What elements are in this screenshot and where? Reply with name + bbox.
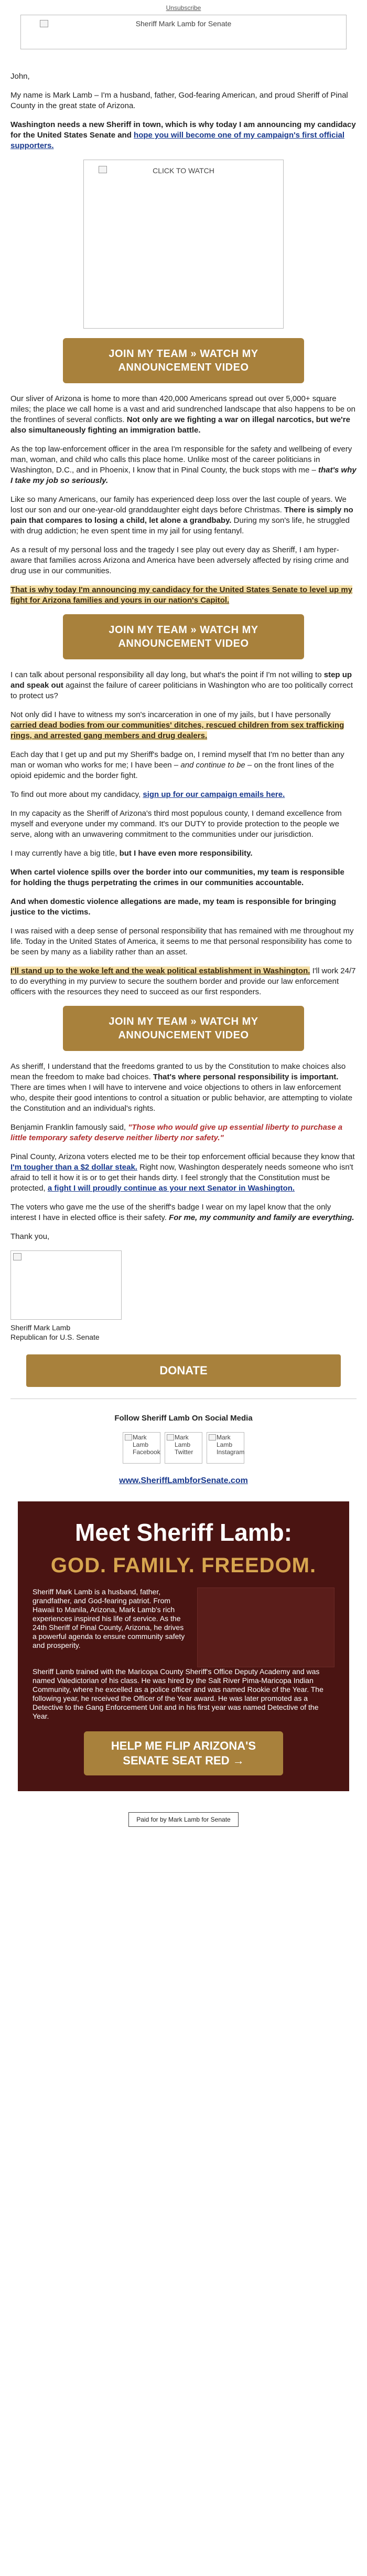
social-links: [0, 1432, 367, 1464]
broken-image-icon: [13, 1253, 21, 1260]
email-body: [0, 71, 367, 1342]
paragraph-candidacy: That is why today I'm announcing my candidacy for the United States Senate to level up my fight for Arizona families and yours in our nation's Capitol.: [10, 585, 353, 605]
instagram-icon: [209, 1434, 216, 1441]
twitter-icon: [167, 1434, 174, 1441]
paid-for-disclaimer: Paid for by Mark Lamb for Senate: [128, 1812, 239, 1827]
donate-button[interactable]: DONATE: [26, 1354, 341, 1387]
paragraph-title: I may currently have a big title, but I have even more responsibility.: [10, 849, 253, 858]
paragraph-raised: I was raised with a deep sense of personal responsibility that has remained with me throughout my life. Today in the United States of America, it seems to me that personal responsibility has come to be seen by many as a liability rather than an asset.: [10, 927, 354, 956]
unsubscribe-link[interactable]: Unsubscribe: [166, 4, 201, 12]
paragraph-announcement: Washington needs a new Sheriff in town, which is why today I am announcing my candidacy for the United States Senate and hope you will become one of my campaign's first official supporters.: [10, 120, 356, 150]
paragraph-badge: Each day that I get up and put my Sheriff's badge on, I remind myself that I'm no better than any man or woman who works for me; I have been – and continue to be – on the front lines of the opioid epidemic and the border fight.: [10, 750, 344, 780]
facebook-link[interactable]: Mark Lamb Facebook: [123, 1432, 160, 1464]
paragraph-responsibility: I can talk about personal responsibility all day long, but what's the point if I'm not willing to step up and speak out against the failure of career politicians in Washington who are too politically correct to protect us?: [10, 670, 353, 700]
meet-bio-1: Sheriff Mark Lamb is a husband, father, grandfather, and God-fearing patriot. From Hawaii to Manila, Arizona, Mark Lamb's rich experiences inspired his life of service. As the 24th Sheriff of Pinal County, Arizona, he drives a powerful agenda to ensure community safety and prosperity.: [33, 1587, 185, 1649]
paragraph-officer: As the top law-enforcement officer in the area I'm responsible for the safety and wellbeing of every man, woman, and child who calls this place home. Unlike most of the career politicians in Washington, D.C., and in Phoenix, I know that in Pinal County, the buck stops with me – that's why I take my job so seriously.: [10, 445, 357, 485]
watch-video-button[interactable]: JOIN MY TEAM » WATCH MY ANNOUNCEMENT VIDEO: [63, 614, 304, 659]
facebook-icon: [125, 1434, 132, 1441]
twitter-link[interactable]: Mark Lamb Twitter: [165, 1432, 202, 1464]
paragraph-freedoms: As sheriff, I understand that the freedoms granted to us by the Constitution to make choices also mean the freedom to make bad choices. That's where personal responsibility is important. There are times when I will have to intervene and voice objections to others in law enforcement who, despite their good intentions to control a situation or public behavior, are attempting to violate the Constitution and an individual's rights.: [10, 1062, 353, 1113]
paragraph-capacity: In my capacity as the Sheriff of Arizona's third most populous county, I demand excellence from myself and everyone under my command. It's our DUTY to provide protection to the people we serve, along with an unwavering commitment to the communities under our jurisdiction.: [10, 809, 342, 839]
signature-name: Sheriff Mark Lamb: [10, 1323, 71, 1332]
paragraph-intro: My name is Mark Lamb – I'm a husband, father, God-fearing American, and proud Sheriff of Pinal County in the great state of Arizona.: [10, 91, 348, 110]
paragraph-witness: Not only did I have to witness my son's incarceration in one of my jails, but I have personally carried dead bodies from our communities' ditches, rescued children from sex trafficking rings, and arrested gang members and drug dealers.: [10, 710, 344, 740]
paragraph-loss: Like so many Americans, our family has experienced deep loss over the last couple of years. We lost our son and our one-year-old granddaughter eight days before Christmas. There is simply no pain that compares to losing a child, let alone a grandbaby. During my son's life, he struggled with drug addiction; he even spent time in my jail for using fentanyl.: [10, 495, 353, 535]
closing-thanks: Thank you,: [10, 1232, 50, 1241]
header-banner-image: [20, 15, 347, 49]
watch-video-button[interactable]: JOIN MY TEAM » WATCH MY ANNOUNCEMENT VIDEO: [63, 338, 304, 383]
meet-row: [33, 1587, 334, 1667]
meet-bio: [33, 1587, 188, 1667]
supporter-link[interactable]: hope you will become one of my campaign's first official supporters.: [10, 131, 345, 150]
instagram-link[interactable]: Mark Lamb Instagram: [207, 1432, 244, 1464]
meet-bio-continued: [33, 1667, 334, 1721]
watch-video-button[interactable]: JOIN MY TEAM » WATCH MY ANNOUNCEMENT VIDEO: [63, 1006, 304, 1051]
signature-title: Republican for U.S. Senate: [10, 1333, 100, 1341]
unsubscribe-bar: [0, 0, 367, 15]
meet-tagline: GOD. FAMILY. FREEDOM.: [50, 1554, 317, 1577]
signature-image: [10, 1250, 122, 1320]
paragraph-cartel: When cartel violence spills over the border into our communities, my team is responsible for holding the thugs perpetrating the crimes in our communities accountable.: [10, 868, 344, 887]
video-alt: CLICK TO WATCH: [153, 166, 214, 175]
video-thumbnail[interactable]: [83, 160, 284, 329]
paragraph-signup: To find out more about my candidacy, sign up for our campaign emails here.: [10, 790, 285, 799]
website-link[interactable]: www.SheriffLambforSenate.com: [119, 1476, 248, 1485]
senator-link[interactable]: a fight I will proudly continue as your next Senator in Washington.: [47, 1184, 295, 1193]
meet-sheriff-section: [18, 1501, 349, 1791]
header-banner-alt: Sheriff Mark Lamb for Senate: [135, 19, 232, 28]
signup-link[interactable]: sign up for our campaign emails here.: [143, 790, 285, 799]
sheriff-photo: [197, 1587, 334, 1667]
steak-link[interactable]: I'm tougher than a $2 dollar steak.: [10, 1163, 137, 1172]
paragraph-franklin: Benjamin Franklin famously said, "Those who would give up essential liberty to purchase a little temporary safety deserve neither liberty nor safety.": [10, 1123, 343, 1142]
paragraph-aware: As a result of my personal loss and the tragedy I see play out every day as Sheriff, I am hyper-aware that families across Arizona and America have been adversely affected by rising crime and drug use in our communities.: [10, 545, 349, 575]
meet-bio-2: Sheriff Lamb trained with the Maricopa County Sheriff's Office Deputy Academy and was named Valedictorian of his class. He was hired by the Salt River Pima-Maricopa Indian Community, where he excelled as a police officer and was named Rookie of the Year. The following year, he received the Officer of the Year award. He was later promoted as a Detective to the Gang Enforcement Unit and in his first year was named Detective of the Year.: [33, 1667, 323, 1720]
greeting: John,: [10, 72, 30, 81]
flip-senate-button[interactable]: HELP ME FLIP ARIZONA'S SENATE SEAT RED →: [84, 1731, 283, 1775]
follow-heading: Follow Sheriff Lamb On Social Media: [114, 1414, 253, 1423]
paragraph-domestic: And when domestic violence allegations are made, my team is responsible for bringing justice to the victims.: [10, 897, 336, 917]
paragraph-stand-up: I'll stand up to the woke left and the weak political establishment in Washington. I'll work 24/7 to do everything in my purview to secure the southern border and provide our law enforcement officers with the resources they need to succeed as our first responders.: [10, 966, 356, 996]
paragraph-badge-voters: The voters who gave me the use of the sheriff's badge I wear on my lapel know that the only interest I have in elected office is their safety. For me, my community and family are everything.: [10, 1203, 354, 1222]
meet-heading: Meet Sheriff Lamb:: [74, 1519, 293, 1546]
paragraph-county: Our sliver of Arizona is home to more than 420,000 Americans spread out over 5,000+ square miles; the place we call home is a vast and arid sundrenched landscape that also happens to be on the frontlines of several conflicts. Not only are we fighting a war on illegal narcotics, but we're also simultaneously fighting an immigration battle.: [10, 394, 355, 435]
paragraph-voters: Pinal County, Arizona voters elected me to be their top enforcement official because they know that I'm tougher than a $2 dollar steak. Right now, Washington desperately needs someone who isn't afraid to tell it how it is or to get their hands dirty. I feel strongly that the Constitution must be protected, a fight I will proudly continue as your next Senator in Washington.: [10, 1152, 355, 1193]
